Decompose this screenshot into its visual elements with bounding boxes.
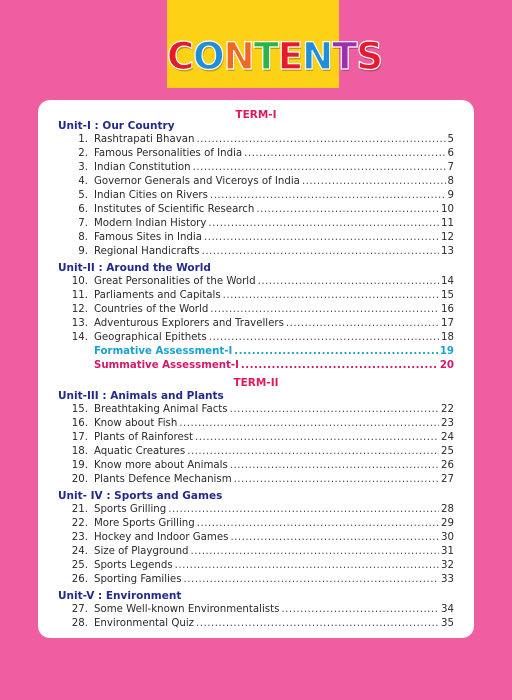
unit-4-heading: Unit- IV : Sports and Games (58, 490, 223, 502)
heading-letter: S (356, 35, 382, 78)
toc-row: 1. Rashtrapati Bhavan ..... 5 (58, 134, 454, 148)
unit-1-heading: Unit-I : Our Country (58, 120, 175, 132)
heading-letter: C (167, 35, 194, 78)
toc-row: 28. Environmental Quiz ..... 35 (58, 618, 454, 632)
unit-2-heading: Unit-II : Around the World (58, 262, 211, 274)
toc-row: 24. Size of Playground ..... 31 (58, 546, 454, 560)
heading-letter: O (193, 35, 224, 78)
heading-letter: N (223, 35, 254, 78)
toc-row: 11. Parliaments and Capitals ..... 15 (58, 290, 454, 304)
heading-letter: E (277, 35, 303, 78)
toc-row: 3. Indian Constitution ..... 7 (58, 162, 454, 176)
heading-letter: T (332, 35, 357, 78)
term-2-heading: TERM-II (233, 377, 279, 389)
toc-row: 10. Great Personalities of the World ..... 14 (58, 276, 454, 290)
toc-row: 25. Sports Legends ..... 32 (58, 560, 454, 574)
toc-row: 16. Know about Fish ..... 23 (58, 418, 454, 432)
toc-row: 19. Know more about Animals ..... 26 (58, 460, 454, 474)
toc-row: 15. Breathtaking Animal Facts ..... 22 (58, 404, 454, 418)
toc-row: 6. Institutes of Scientific Research ..... 10 (58, 204, 454, 218)
toc-row: 4. Governor Generals and Viceroys of India ..... 8 (58, 176, 454, 190)
toc-row: 13. Adventurous Explorers and Travellers ..... 17 (58, 318, 454, 332)
toc-row: 23. Hockey and Indoor Games ..... 30 (58, 532, 454, 546)
toc-row: 20. Plants Defence Mechanism ..... 27 (58, 474, 454, 488)
toc-row: 17. Plants of Rainforest ..... 24 (58, 432, 454, 446)
toc-row: 18. Aquatic Creatures ..... 25 (58, 446, 454, 460)
summative-assessment-row: Summative Assessment-I ..... 20 (58, 360, 454, 374)
toc-row: 21. Sports Grilling ..... 28 (58, 504, 454, 518)
toc-row: 22. More Sports Grilling ..... 29 (58, 518, 454, 532)
toc-row: 27. Some Well-known Environmentalists ..... 34 (58, 604, 454, 618)
term-1-heading: TERM-I (235, 109, 277, 121)
heading-letter: N (302, 35, 333, 78)
toc-row: 26. Sporting Families ..... 33 (58, 574, 454, 588)
toc-row: 2. Famous Personalities of India ..... 6 (58, 148, 454, 162)
title-banner (167, 0, 382, 88)
toc-row: 12. Countries of the World ..... 16 (58, 304, 454, 318)
heading-letter: T (253, 35, 278, 78)
toc-row: 14. Geographical Epithets ..... 18 (58, 332, 454, 346)
unit-3-heading: Unit-III : Animals and Plants (58, 390, 224, 402)
toc-row: 9. Regional Handicrafts ..... 13 (58, 246, 454, 260)
contents-heading (167, 35, 382, 78)
toc-row: 7. Modern Indian History ..... 11 (58, 218, 454, 232)
unit-5-heading: Unit-V : Environment (58, 590, 182, 602)
formative-assessment-row: Formative Assessment-I ..... 19 (58, 346, 454, 360)
contents-card (38, 100, 474, 638)
toc-row: 8. Famous Sites in India ..... 12 (58, 232, 454, 246)
toc-row: 5. Indian Cities on Rivers ..... 9 (58, 190, 454, 204)
